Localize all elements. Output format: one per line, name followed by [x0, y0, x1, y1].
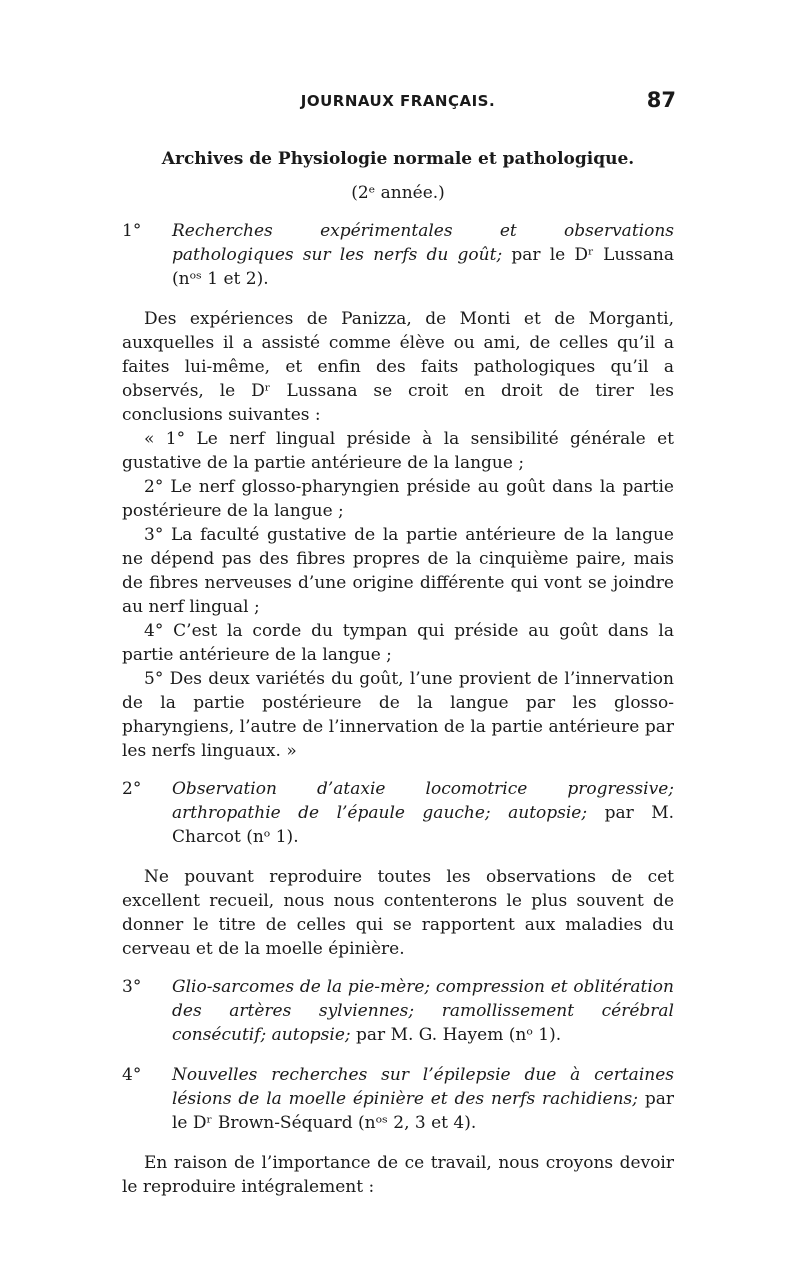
page-header	[120, 88, 676, 118]
entry-number: 2°	[122, 779, 142, 799]
entry-number: 3°	[122, 977, 142, 997]
running-title: JOURNAUX FRANÇAIS.	[300, 92, 496, 110]
entry-number: 1°	[122, 221, 142, 241]
conclusion-1: « 1° Le nerf lingual préside à la sensibilité générale et gustative de la partie antérieure de la langue ;	[122, 429, 674, 473]
entry-author: par M. Charcot (nᵒ 1).	[172, 803, 675, 847]
entry-number: 4°	[122, 1065, 142, 1085]
page-number: 87	[646, 88, 676, 112]
conclusion-5: 5° Des deux variétés du goût, l’une provient de l’innervation de la partie postérieure de la langue par les glosso-pharyngiens, l’autre de l’innervation de la partie antérieure par les nerfs linguaux. »	[122, 669, 674, 761]
entry-title: Glio-sarcomes de la pie-mère; compression et oblitération des artères sylviennes; ramollissement cérébral consécutif; autopsie;	[172, 977, 674, 1045]
conclusion-2: 2° Le nerf glosso-pharyngien préside au goût dans la partie postérieure de la langue ;	[122, 477, 674, 521]
entry-4	[122, 1063, 674, 1135]
page-content	[122, 147, 674, 1199]
entry-1	[122, 219, 674, 291]
paragraph: En raison de l’importance de ce travail, nous croyons devoir le reproduire intégralement :	[122, 1153, 674, 1197]
journal-year: (2ᵉ année.)	[351, 183, 445, 203]
entry-author: par le Dʳ Brown-Séquard (nᵒˢ 2, 3 et 4).	[172, 1089, 674, 1133]
entry-author: par le Dʳ Lussana (nᵒˢ 1 et 2).	[172, 245, 674, 289]
entry-title: Nouvelles recherches sur l’épilepsie due à certaines lésions de la moelle épinière et des nerfs rachidiens;	[172, 1065, 674, 1109]
journal-title: Archives de Physiologie normale et pathologique.	[161, 149, 635, 169]
conclusion-4: 4° C’est la corde du tympan qui préside au goût dans la partie antérieure de la langue ;	[122, 621, 674, 665]
paragraph: Des expériences de Panizza, de Monti et de Morganti, auxquelles il a assisté comme élève ou ami, de celles qu’il a faites lui-même, et enfin des faits pathologiques qu’il a observés, le Dʳ Lussana se croit en droit de tirer les conclusions suivantes :	[122, 309, 674, 425]
entry-3	[122, 975, 674, 1047]
conclusion-3: 3° La faculté gustative de la partie antérieure de la langue ne dépend pas des fibres propres de la cinquième paire, mais de fibres nerveuses d’une origine différente qui vont se joindre au nerf lingual ;	[122, 525, 674, 617]
paragraph: Ne pouvant reproduire toutes les observations de cet excellent recueil, nous nous contenterons le plus souvent de donner le titre de celles qui se rapportent aux maladies du cerveau et de la moelle épinière.	[122, 867, 674, 959]
entry-author: par M. G. Hayem (nᵒ 1).	[350, 1025, 562, 1045]
entry-title: Observation d’ataxie locomotrice progressive; arthropathie de l’épaule gauche; autopsie;	[172, 779, 674, 823]
entry-2	[122, 777, 674, 849]
entry-title: Recherches expérimentales et observations pathologiques sur les nerfs du goût;	[172, 221, 674, 265]
